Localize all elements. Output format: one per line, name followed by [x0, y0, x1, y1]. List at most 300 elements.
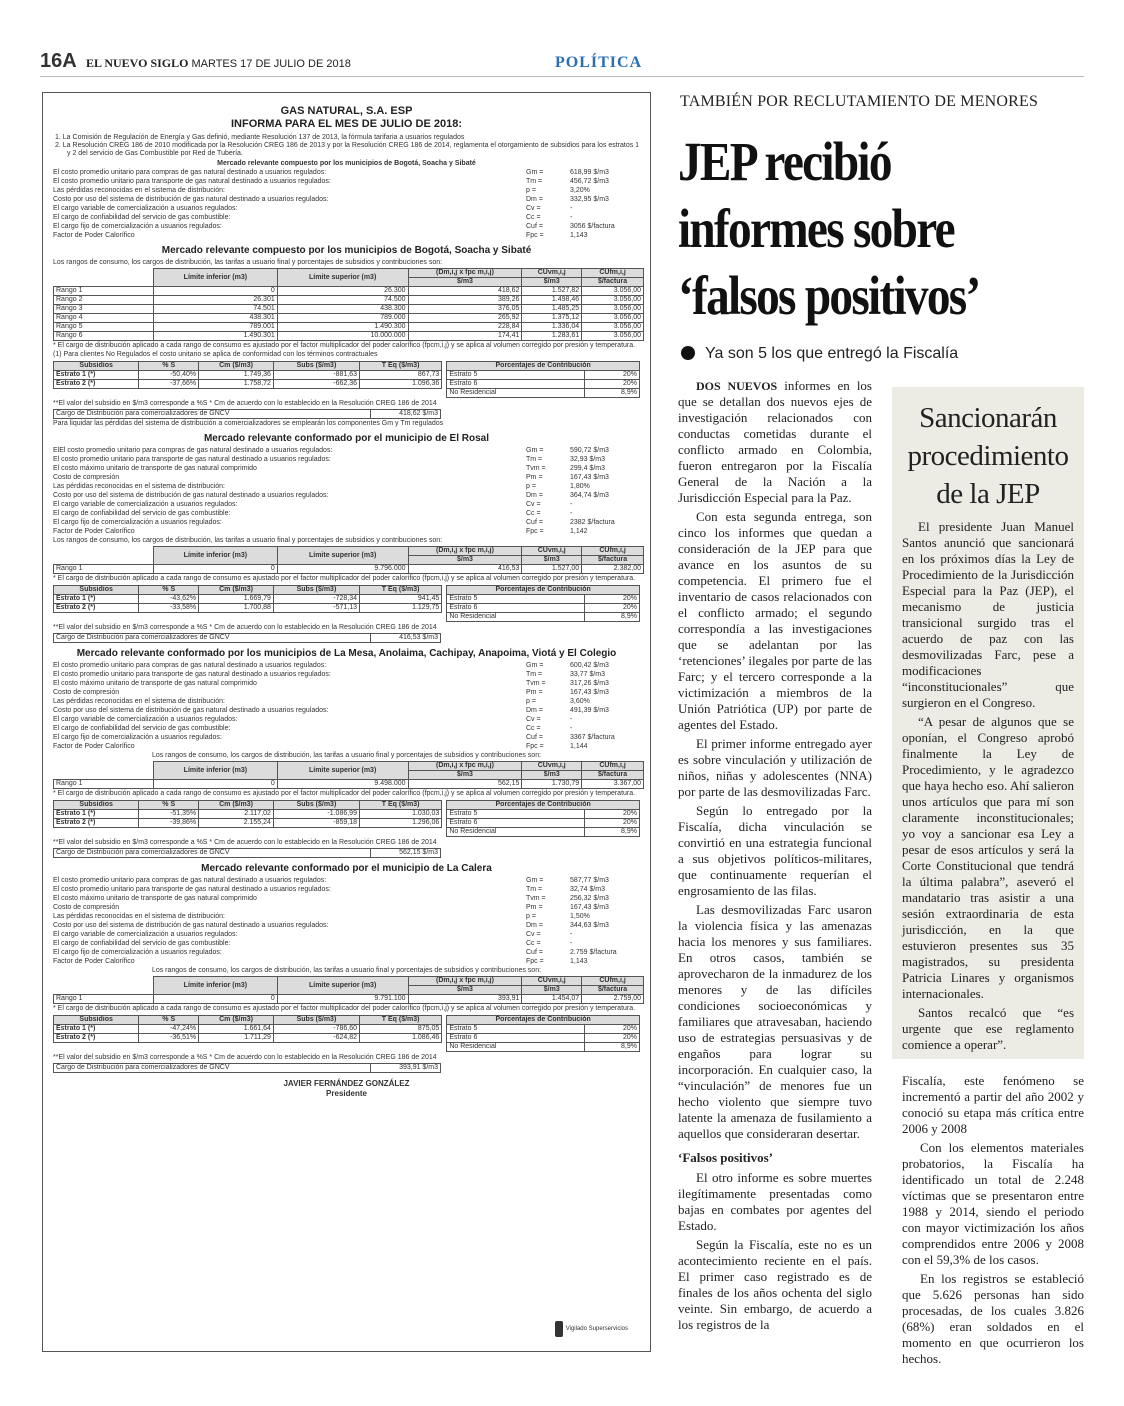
table-cell: Rango 1 [54, 287, 154, 296]
market-1-subsidies [53, 361, 640, 398]
table-cell: 3.056,00 [582, 305, 644, 314]
param-row [53, 492, 640, 500]
table-cell: 2.155,24 [199, 819, 274, 828]
table-cell: 1.758,72 [199, 380, 274, 389]
table-cell: 867,73 [359, 371, 441, 380]
param-row [53, 958, 640, 966]
market-1-range-table [53, 268, 644, 341]
param-symbol: Cuf = [526, 949, 543, 956]
column-header: Cm ($/m3) [199, 1016, 274, 1025]
table-cell: 1.454,07 [522, 995, 582, 1004]
contribution-table-wrap [446, 1015, 640, 1052]
table-cell: -728,34 [273, 595, 359, 604]
table-cell: Rango 1 [54, 995, 154, 1004]
column-header: CUfm,i,j [582, 762, 644, 771]
table-row [54, 314, 644, 323]
param-label: El costo promedio unitario para compras de gas natural destinado a usuarios regulados: [53, 662, 327, 669]
table-cell: 0 [154, 995, 278, 1004]
column-unit: $/m3 [408, 986, 522, 995]
paragraph: Con los elementos materiales probatorios, la Fiscalía ha identificado un total de 2.248 víctimas que se presentaron entre 1988 y 2014, siendo el periodo con mayor victimización los años comprendidos entre 2006 y 2008 con el 59,3% de los casos. [902, 1140, 1084, 1267]
param-label: Factor de Poder Calorífico [53, 743, 135, 750]
param-label: Factor de Poder Calorífico [53, 958, 135, 965]
article-column-1 [678, 378, 872, 1352]
param-row [53, 528, 640, 536]
param-value: - [570, 940, 573, 947]
table-row [447, 819, 640, 828]
table-cell: No Residencial [447, 1043, 584, 1052]
param-label: Costo de compresión [53, 904, 120, 911]
column-header: Límite superior (m3) [277, 547, 408, 565]
table-cell: 438.301 [154, 314, 278, 323]
table-cell: 418,62 [408, 287, 522, 296]
section-name: POLÍTICA [555, 54, 643, 71]
market-2-subsidies [53, 585, 640, 622]
market-4-subsidies [53, 1015, 640, 1052]
header-row [54, 977, 644, 986]
table-cell: 20% [584, 380, 639, 389]
market-2-title: Mercado relevante conformado por el municipio de El Rosal [203, 433, 490, 444]
param-symbol: Tvm = [526, 680, 546, 687]
article-kicker: TAMBIÉN POR RECLUTAMIENTO DE MENORES [680, 93, 1039, 110]
param-row [53, 680, 640, 688]
param-value: 600,42 $/m3 [570, 662, 609, 669]
table-cell: Estrato 6 [447, 1034, 584, 1043]
table-row [54, 604, 442, 613]
param-symbol: Pm = [526, 689, 543, 696]
table-row [54, 287, 644, 296]
table-row [54, 371, 442, 380]
param-symbol: Dm = [526, 492, 543, 499]
table-cell: Estrato 2 (*) [54, 380, 139, 389]
market-4-range-table [53, 976, 644, 1004]
paragraph: El primer informe entregado ayer es sobre vinculación y utilización de niños, niñas y adolescentes (NNA) por parte de las desmovilizadas Farc. [678, 736, 872, 799]
column-header: CUvm,i,j [522, 547, 582, 556]
subsidies-table [53, 585, 442, 613]
fpc-note: * El cargo de distribución aplicado a cada rango de consumo es ajustado por el factor multiplicador del poder calorífico (fpcm,i,j) y se aplica al volumen corregido por presión y temperatura. [53, 1005, 636, 1012]
param-value: 491,39 $/m3 [570, 707, 609, 714]
table-cell: 1.485,25 [522, 305, 582, 314]
param-value: 587,77 $/m3 [570, 877, 609, 884]
table-cell: Rango 6 [54, 332, 154, 341]
column-unit: $/m3 [522, 986, 582, 995]
header-row [447, 1016, 640, 1025]
param-row [53, 232, 640, 240]
market-3-range-table [53, 761, 644, 789]
table-cell: 265,92 [408, 314, 522, 323]
table-cell: -51,35% [139, 810, 199, 819]
table-cell: Estrato 2 (*) [54, 1034, 139, 1043]
table-cell: 3.056,00 [582, 323, 644, 332]
param-value: 3056 $/factura [570, 223, 615, 230]
article-column-2 [902, 1073, 1084, 1366]
param-symbol: Cv = [526, 716, 541, 723]
param-label: El cargo de confiabilidad del servicio de gas combustible: [53, 725, 231, 732]
sidebar-body [902, 519, 1074, 1053]
column-unit: $/m3 [408, 771, 522, 780]
table-row [54, 380, 442, 389]
param-value: 256,32 $/m3 [570, 895, 609, 902]
param-value: 32,74 $/m3 [570, 886, 606, 893]
table-row [54, 1034, 442, 1043]
issue-date: MARTES 17 DE JULIO DE 2018 [191, 58, 351, 70]
header-row [54, 362, 442, 371]
sidebar-box [892, 387, 1084, 1059]
table-cell: 0 [154, 565, 278, 574]
column-header: Subsidios [54, 801, 139, 810]
param-label: El costo máximo unitario de transporte de gas natural comprimido [53, 465, 257, 472]
table-cell: -36,51% [139, 1034, 199, 1043]
paragraph: Según lo entregado por la Fiscalía, dicha vinculación se convirtió en una estrategia funcional a sus objetivos políticos-militares, que continuamente requerían el engrosamiento de las filas. [678, 803, 872, 898]
fpc-note: * El cargo de distribución aplicado a cada rango de consumo es ajustado por el factor multiplicador del poder calorífico (fpcm,i,j) y se aplica al volumen corregido por presión y temperatura. [53, 342, 636, 349]
header-row [447, 801, 640, 810]
column-header: CUvm,i,j [522, 762, 582, 771]
market-1-title: Mercado relevante compuesto por los municipios de Bogotá, Soacha y Sibaté [161, 245, 532, 256]
param-value: - [570, 205, 573, 212]
table-cell: 1.129,75 [359, 604, 441, 613]
paragraph: Santos recalcó que “es urgente que ese reglamento comience a operar”. [902, 1005, 1074, 1052]
table-cell: Rango 5 [54, 323, 154, 332]
param-row [53, 223, 640, 231]
ranges-note: Los rangos de consumo, los cargos de distribución, las tarifas a usuario final y porcentajes de subsidios y contribuciones son: [53, 537, 443, 544]
param-symbol: Gm = [526, 447, 544, 454]
param-value: 364,74 $/m3 [570, 492, 609, 499]
paragraph: El presidente Juan Manuel Santos anunció que sancionará en los próximos días la Ley de Procedimiento de la Jurisdicción Especial para la Paz (JEP), el mecanismo de justicia transicional surgido tras el acuerdo de paz con las desmovilizadas Farc, pese a modificaciones “inconstitucionales” que surgieron en el Congreso. [902, 519, 1074, 710]
param-value: - [570, 716, 573, 723]
param-row [53, 922, 640, 930]
table-row [54, 995, 644, 1004]
brand: EL NUEVO SIGLO MARTES 17 DE JULIO DE 2018 [86, 56, 351, 70]
param-value: 3,60% [570, 698, 590, 705]
param-row [53, 205, 640, 213]
column-header: Cm ($/m3) [199, 801, 274, 810]
table-cell: 562,15 [408, 780, 522, 789]
table-cell: 8,9% [584, 389, 639, 398]
table-cell: -624,82 [273, 1034, 359, 1043]
param-label: El cargo fijo de comercialización a usuarios regulados: [53, 734, 222, 741]
column-header: Límite inferior (m3) [154, 977, 278, 995]
table-cell: 1.375,12 [522, 314, 582, 323]
param-row [53, 877, 640, 885]
param-label: El costo promedio unitario para compras de gas natural destinado a usuarios regulados: [53, 169, 327, 176]
table-cell: 1.490.301 [154, 332, 278, 341]
notice-title: GAS NATURAL, S.A. ESP [280, 105, 413, 117]
table-cell: 20% [584, 819, 639, 828]
market-1-small-title: Mercado relevante compuesto por los municipios de Bogotá, Soacha y Sibaté [217, 160, 476, 167]
param-row [53, 456, 640, 464]
table-cell: -47,24% [139, 1025, 199, 1034]
table-cell: 1.749,36 [199, 371, 274, 380]
table-row [447, 613, 640, 622]
contribution-table [446, 800, 640, 837]
header-cell [54, 269, 154, 287]
table-cell: Estrato 1 (*) [54, 595, 139, 604]
param-symbol: Dm = [526, 922, 543, 929]
param-symbol: Fpc = [526, 528, 544, 535]
param-value: 1,143 [570, 232, 588, 239]
param-row [53, 501, 640, 509]
param-symbol: Fpc = [526, 958, 544, 965]
param-symbol: Cc = [526, 214, 541, 221]
param-label: El cargo de confiabilidad del servicio de gas combustible: [53, 510, 231, 517]
table-cell: 0 [154, 780, 278, 789]
param-row [53, 698, 640, 706]
param-symbol: Tvm = [526, 465, 546, 472]
table-cell: Estrato 2 (*) [54, 604, 139, 613]
param-label: El cargo fijo de comercialización a usuarios regulados: [53, 519, 222, 526]
param-symbol: p = [526, 913, 536, 920]
table-cell: Estrato 1 (*) [54, 810, 139, 819]
column-header: Límite inferior (m3) [154, 269, 278, 287]
param-symbol: p = [526, 483, 536, 490]
param-value: 618,99 $/m3 [570, 169, 609, 176]
param-symbol: Gm = [526, 662, 544, 669]
table-row [447, 1034, 640, 1043]
param-value: 32,93 $/m3 [570, 456, 606, 463]
table-cell: Estrato 6 [447, 819, 584, 828]
table-cell: 3.056,00 [582, 296, 644, 305]
table-cell: Estrato 6 [447, 604, 584, 613]
param-symbol: Cuf = [526, 223, 543, 230]
param-symbol: Fpc = [526, 232, 544, 239]
column-header: (Dm,i,j x fpc m,i,j) [408, 977, 522, 986]
param-label: Costo por uso del sistema de distribución de gas natural destinado a usuarios regulados: [53, 707, 329, 714]
header-row [54, 1016, 442, 1025]
param-row [53, 725, 640, 733]
param-label: El cargo de confiabilidad del servicio de gas combustible: [53, 940, 231, 947]
param-value: 33,77 $/m3 [570, 671, 606, 678]
param-symbol: Cv = [526, 501, 541, 508]
table-cell: 3.056,00 [582, 287, 644, 296]
table-row [447, 604, 640, 613]
ranges-note: Los rangos de consumo, los cargos de distribución, las tarifas a usuario final y porcentajes de subsidios y contribuciones son: [53, 259, 443, 266]
param-symbol: Gm = [526, 877, 544, 884]
param-row [53, 913, 640, 921]
param-symbol: p = [526, 187, 536, 194]
table-cell: 20% [584, 595, 639, 604]
column-header: (Dm,i,j x fpc m,i,j) [408, 762, 522, 771]
table-cell: Estrato 1 (*) [54, 1025, 139, 1034]
table-cell: 1.096,36 [359, 380, 441, 389]
table-row [54, 810, 442, 819]
column-header: (Dm,i,j x fpc m,i,j) [408, 547, 522, 556]
table-cell: 0 [154, 287, 278, 296]
column-header: Porcentajes de Contribución [447, 1016, 640, 1025]
param-symbol: Gm = [526, 169, 544, 176]
column-header: Límite superior (m3) [277, 762, 408, 780]
table-row [54, 296, 644, 305]
param-label: El cargo variable de comercialización a usuarios regulados: [53, 501, 238, 508]
column-unit: $/m3 [522, 278, 582, 287]
subsidy-note: **El valor del subsidio en $/m3 corresponde a %S * Cm de acuerdo con lo establecido en la Resolución CREG 186 de 2014 [53, 400, 437, 407]
table-cell: 438.300 [277, 305, 408, 314]
param-value: 1,144 [570, 743, 588, 750]
table-cell: 1.669,79 [199, 595, 274, 604]
column-header: Subsidios [54, 1016, 139, 1025]
param-row [53, 483, 640, 491]
subsidies-table-wrap [53, 1015, 442, 1052]
param-value: 332,95 $/m3 [570, 196, 609, 203]
signer-name: JAVIER FERNÁNDEZ GONZÁLEZ [283, 1079, 410, 1088]
nonreg-note: (1) Para clientes No Regulados el costo unitario se aplica de conformidad con los términos contractuales [53, 351, 378, 358]
table-cell: 1.498,46 [522, 296, 582, 305]
param-value: 344,63 $/m3 [570, 922, 609, 929]
table-row [447, 595, 640, 604]
column-header: Límite inferior (m3) [154, 762, 278, 780]
column-header: % S [139, 801, 199, 810]
table-row [54, 780, 644, 789]
vigilado-badge: Vigilado Superservicios [555, 1321, 628, 1337]
ranges-note: Los rangos de consumo, los cargos de distribución, las tarifas a usuario final y porcentajes de subsidios y contribuciones son: [151, 752, 542, 759]
market-3-gncv: Cargo de Distribución para comercializadores de GNCV 562,15 $/m3 [53, 848, 441, 858]
table-row [54, 332, 644, 341]
paragraph: “A pesar de algunos que se oponían, el Congreso aprobó finalmente la Ley de Procedimiento, y le agradezco que haya hecho eso. Ahí salieron unos artículos que para mí son claramente inconstitucionales; yo voy a sancionar esa Ley a pesar de esos artículos y será la Corte Constitucional que tendrá la última palabra”, aseveró el mandatario tras asistir a una sesión extraordinaria de esta jurisdicción, en la que estuvieron presentes sus 35 magistrados, su presidenta Patricia Linares y organismos internacionales. [902, 714, 1074, 1001]
param-symbol: Tm = [526, 178, 543, 185]
table-cell: 2.382,00 [582, 565, 644, 574]
param-value: 2382 $/factura [570, 519, 615, 526]
table-cell: 3.367,00 [582, 780, 644, 789]
table-cell: 20% [584, 1034, 639, 1043]
table-cell: -571,13 [273, 604, 359, 613]
param-value: 167,43 $/m3 [570, 904, 609, 911]
table-cell: 228,84 [408, 323, 522, 332]
paragraph: Con esta segunda entrega, son cinco los informes que quedan a consideración de la JEP para que avance en los asuntos de su competencia. El primero fue el inventario de casos relacionados con el conflicto armado; el segundo correspondía a las investigaciones que se adelantan por las ‘retenciones’ ilegales por parte de las Farc; y el tercero corresponde a la victimización a miembros de la Unión Patriótica (UP) por parte de agentes del Estado. [678, 509, 872, 732]
table-cell: Estrato 2 (*) [54, 819, 139, 828]
contribution-table-wrap [446, 800, 640, 837]
gas-natural-notice [42, 92, 651, 1352]
column-header: T Eq ($/m3) [359, 1016, 441, 1025]
column-header: CUvm,i,j [522, 269, 582, 278]
param-symbol: Dm = [526, 707, 543, 714]
column-unit: $/factura [582, 771, 644, 780]
table-cell: 1.527,82 [522, 287, 582, 296]
table-cell: 1.661,64 [199, 1025, 274, 1034]
column-header: Porcentajes de Contribución [447, 801, 640, 810]
column-header: Subsidios [54, 362, 139, 371]
column-header: % S [139, 362, 199, 371]
param-row [53, 940, 640, 948]
param-row [53, 474, 640, 482]
param-row [53, 662, 640, 670]
header-row [54, 762, 644, 771]
table-cell: Rango 3 [54, 305, 154, 314]
header-cell [54, 977, 154, 995]
param-label: Costo de compresión [53, 474, 120, 481]
table-cell: Estrato 5 [447, 1025, 584, 1034]
param-value: 1,80% [570, 483, 590, 490]
column-header: Subs ($/m3) [273, 586, 359, 595]
param-label: El costo promedio unitario para transporte de gas natural destinado a usuarios regulados: [53, 671, 331, 678]
param-symbol: Cv = [526, 931, 541, 938]
table-cell: Estrato 5 [447, 371, 584, 380]
subsidies-table [53, 361, 442, 389]
param-symbol: Cuf = [526, 734, 543, 741]
article-subhead: Ya son 5 los que entregó la Fiscalía [681, 345, 958, 363]
column-header: Subs ($/m3) [273, 801, 359, 810]
table-cell: 26.301 [154, 296, 278, 305]
table-cell: 1.086,46 [359, 1034, 441, 1043]
paragraph: En los registros se estableció que 5.626 personas han sido procesadas, de los cuales 3.826 (68%) eran soldados en el momento en que ocurrieron los hechos. [902, 1271, 1084, 1366]
param-symbol: Cc = [526, 940, 541, 947]
market-4-params [53, 877, 640, 966]
param-label: El costo máximo unitario de transporte de gas natural comprimido [53, 680, 257, 687]
intro-item: 1. La Comisión de Regulación de Energía y Gas definió, mediante Resolución 137 de 2013, la fórmula tarifaria a usuarios regulados [55, 134, 465, 141]
bullet-icon [681, 346, 695, 360]
table-cell: 3.056,00 [582, 332, 644, 341]
param-row [53, 734, 640, 742]
param-label: El costo promedio unitario para transporte de gas natural destinado a usuarios regulados: [53, 178, 331, 185]
table-cell: -662,36 [273, 380, 359, 389]
column-header: T Eq ($/m3) [359, 586, 441, 595]
table-cell: 9.498.000 [277, 780, 408, 789]
market-4-title: Mercado relevante conformado por el municipio de La Calera [201, 863, 492, 874]
table-cell: No Residencial [447, 389, 584, 398]
column-unit: $/factura [582, 278, 644, 287]
table-cell: 1.030,03 [359, 810, 441, 819]
subsidies-table-wrap [53, 800, 442, 837]
table-row [447, 389, 640, 398]
param-row [53, 519, 640, 527]
column-header: Cm ($/m3) [199, 586, 274, 595]
table-cell: Rango 1 [54, 780, 154, 789]
param-label: Costo de compresión [53, 689, 120, 696]
param-row [53, 743, 640, 751]
header-row [54, 586, 442, 595]
table-cell: 9.796.000 [277, 565, 408, 574]
subsidy-note: **El valor del subsidio en $/m3 corresponde a %S * Cm de acuerdo con lo establecido en la Resolución CREG 186 de 2014 [53, 624, 437, 631]
signer-role: Presidente [326, 1089, 367, 1098]
param-value: 317,26 $/m3 [570, 680, 609, 687]
param-value: 1,142 [570, 528, 588, 535]
loss-note: Para liquidar las pérdidas del sistema de distribución a comercializadores se emplearán los componentes Gm y Tm regulados [53, 420, 444, 427]
table-cell: -859,18 [273, 819, 359, 828]
table-cell: Rango 4 [54, 314, 154, 323]
table-cell: Estrato 5 [447, 595, 584, 604]
contribution-table [446, 361, 640, 398]
param-value: 456,72 $/m3 [570, 178, 609, 185]
param-row [53, 447, 640, 455]
table-cell: 941,45 [359, 595, 441, 604]
param-value: - [570, 501, 573, 508]
param-row [53, 178, 640, 186]
column-unit: $/factura [582, 556, 644, 565]
page-number: 16A [40, 50, 77, 72]
column-unit: $/m3 [522, 556, 582, 565]
table-cell: 1.527,00 [522, 565, 582, 574]
column-header: Porcentajes de Contribución [447, 586, 640, 595]
param-label: El cargo fijo de comercialización a usuarios regulados: [53, 949, 222, 956]
param-label: El cargo de confiabilidad del servicio de gas combustible: [53, 214, 231, 221]
table-cell: 8,9% [584, 613, 639, 622]
table-cell: -43,62% [139, 595, 199, 604]
table-cell: 8,9% [584, 1043, 639, 1052]
subsidies-table [53, 800, 442, 828]
param-row [53, 904, 640, 912]
table-row [447, 1025, 640, 1034]
column-header: Límite inferior (m3) [154, 547, 278, 565]
table-row [447, 810, 640, 819]
column-header: (Dm,i,j x fpc m,i,j) [408, 269, 522, 278]
market-2-gncv: Cargo de Distribución para comercializadores de GNCV 416,53 $/m3 [53, 633, 441, 643]
param-symbol: Dm = [526, 196, 543, 203]
column-header: Porcentajes de Contribución [447, 362, 640, 371]
param-label: Factor de Poder Calorífico [53, 528, 135, 535]
table-cell: -50,40% [139, 371, 199, 380]
paragraph: Las desmovilizadas Farc usaron la violencia física y las amenazas hacia los menores y sus familiares. En otros casos, también se aprovecharon de la inmadurez de los menores y de las difíciles condiciones socioeconómicas y familiares que atravesaban, haciendo uso de estrategias persuasivas y de engaños para lograr su incorporación. En cualquier caso, la “vinculación” de menores fue un hecho violento que siempre tuvo latente la amenaza de fusilamiento a aquellos que consideraran desertar. [678, 902, 872, 1141]
param-row [53, 895, 640, 903]
column-header: T Eq ($/m3) [359, 801, 441, 810]
table-row [447, 371, 640, 380]
param-label: Las pérdidas reconocidas en el sistema de distribución: [53, 913, 225, 920]
